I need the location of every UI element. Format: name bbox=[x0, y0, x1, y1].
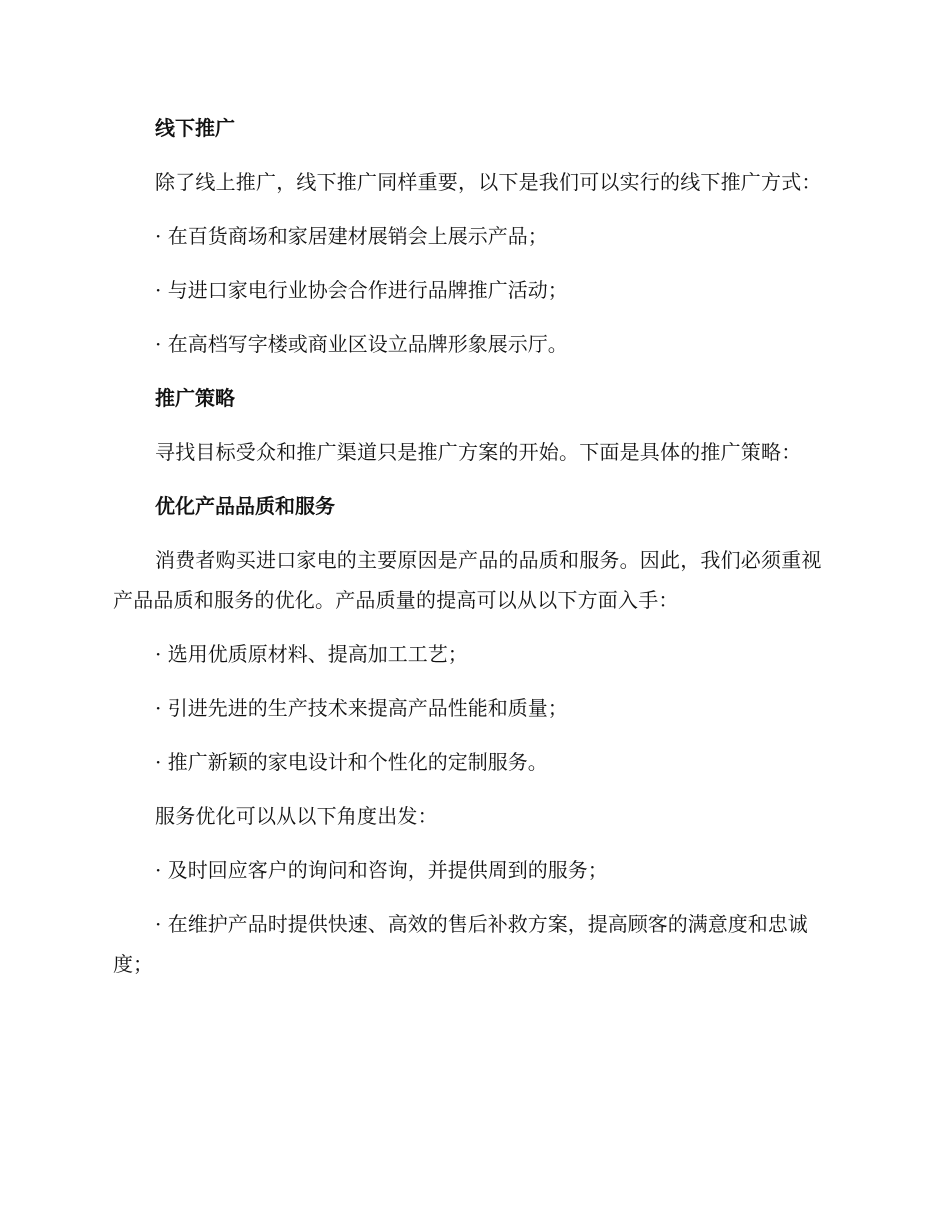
paragraph-strategy-intro: 寻找目标受众和推广渠道只是推广方案的开始。下面是具体的推广策略： bbox=[155, 440, 802, 464]
paragraph-service-intro: 服务优化可以从以下角度出发： bbox=[155, 804, 438, 828]
bullet-item: · 在维护产品时提供快速、高效的售后补救方案，提高顾客的满意度和忠诚度； bbox=[113, 912, 808, 976]
bullet-item: · 在高档写字楼或商业区设立品牌形象展示厅。 bbox=[155, 332, 568, 356]
bullet-item: · 在百货商场和家居建材展销会上展示产品； bbox=[155, 224, 548, 248]
bullet-item: · 与进口家电行业协会合作进行品牌推广活动； bbox=[155, 278, 568, 302]
paragraph-quality-intro: 消费者购买进口家电的主要原因是产品的品质和服务。因此，我们必须重视产品品质和服务的优化。产品质量的提高可以从以下方面入手： bbox=[113, 548, 822, 612]
section-heading-promotion-strategy: 推广策略 bbox=[155, 386, 235, 410]
bullet-item: · 引进先进的生产技术来提高产品性能和质量； bbox=[155, 696, 568, 720]
bullet-item: · 推广新颖的家电设计和个性化的定制服务。 bbox=[155, 750, 548, 774]
section-heading-offline-promotion: 线下推广 bbox=[155, 116, 235, 140]
paragraph-offline-intro: 除了线上推广，线下推广同样重要，以下是我们可以实行的线下推广方式： bbox=[155, 170, 822, 194]
bullet-item: · 及时回应客户的询问和咨询，并提供周到的服务； bbox=[155, 858, 608, 882]
section-heading-quality-service: 优化产品品质和服务 bbox=[155, 494, 335, 518]
document-body bbox=[113, 108, 833, 998]
bullet-item: · 选用优质原材料、提高加工工艺； bbox=[155, 642, 468, 666]
